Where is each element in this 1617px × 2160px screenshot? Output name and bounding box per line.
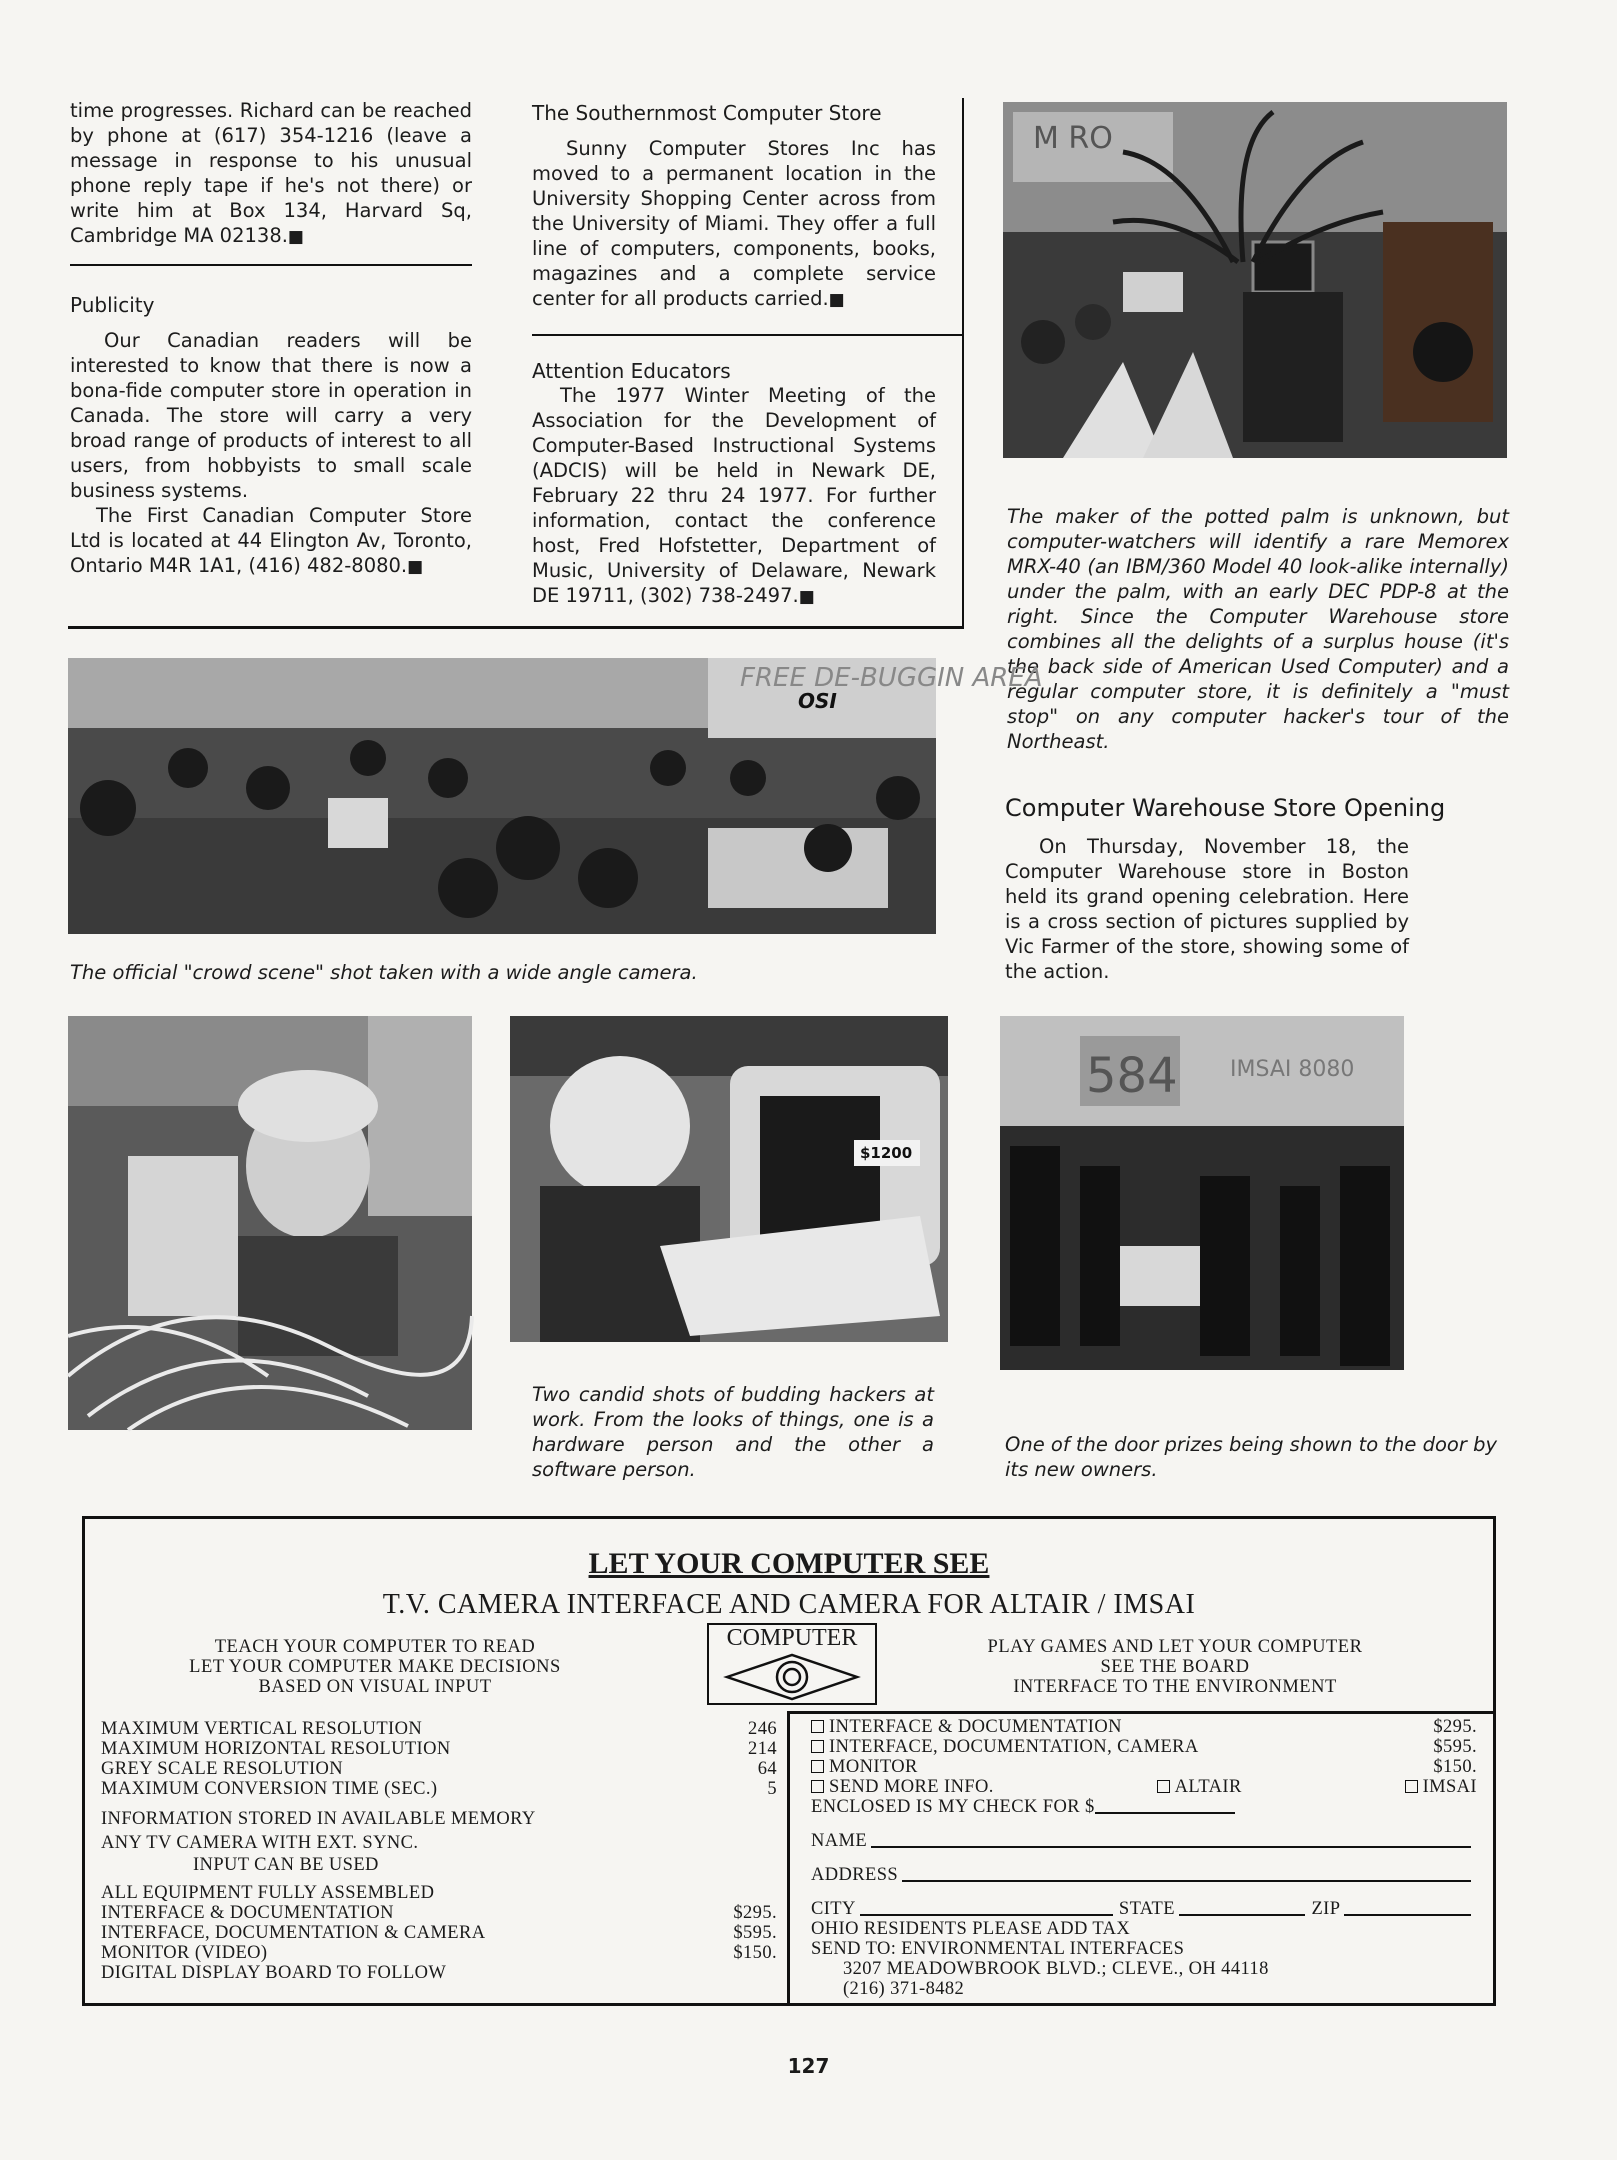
- crowd-caption: The official "crowd scene" shot taken with a wide angle camera.: [70, 961, 698, 984]
- city-field[interactable]: [860, 1899, 1113, 1916]
- girl-keyboard-photo: [510, 1016, 948, 1342]
- divider: [70, 264, 472, 266]
- store-number-text: 584: [1086, 1048, 1178, 1104]
- crowd-brand-text: OSI: [798, 689, 837, 713]
- price-tag-text: $1200: [860, 1144, 913, 1162]
- computer-eye-logo: COMPUTER: [707, 1623, 877, 1705]
- crowd-photo: [68, 658, 1043, 934]
- hackers-caption: Two candid shots of budding hackers at work. From the looks of things, one is a hardware person and the other a software person.: [532, 1383, 934, 1481]
- educators-text: The 1977 Winter Meeting of the Association for the Development of Computer-Based Instructional Systems (ADCIS) will be held in Newark DE, February 22 thru 24 1977. For further information, contact the conference host, Fred Hofstetter, Department of Music, University of Delaware, Newark DE 19711, (302) 738-2497.■: [532, 384, 936, 607]
- spec-row: GREY SCALE RESOLUTION 64: [101, 1759, 777, 1779]
- order-option[interactable]: INTERFACE & DOCUMENTATION $295.: [811, 1717, 1477, 1737]
- address-field[interactable]: [902, 1865, 1471, 1882]
- altair-option[interactable]: ALTAIR: [1157, 1777, 1242, 1797]
- store-sign-text: IMSAI 8080: [1230, 1057, 1355, 1082]
- divider: [532, 334, 964, 336]
- spec-list: [101, 1719, 777, 1799]
- order-form: [811, 1717, 1477, 1999]
- divider: [68, 626, 964, 629]
- publicity-text: Our Canadian readers will be interested to know that there is now a bona-fide computer store in operation in Canada. The store will carry a very broad range of products of interest to all users, from hobbyists to small scale business systems. The First Canadian Computer Store Ltd is located at 44 Elington Av, Toronto, Ontario M4R 1A1, (416) 482-8080.■: [70, 329, 472, 577]
- door-caption: One of the door prizes being shown to the door by its new owners.: [1005, 1433, 1497, 1481]
- warehouse-text: On Thursday, November 18, the Computer Warehouse store in Boston held its grand opening celebration. Here is a cross section of pictures supplied by Vic Farmer of the store, showing some of the action.: [1005, 835, 1409, 983]
- send-to: SEND TO: ENVIRONMENTAL INTERFACES: [811, 1939, 1185, 1959]
- memory-note: INFORMATION STORED IN AVAILABLE MEMORY: [101, 1809, 536, 1829]
- order-option[interactable]: INTERFACE, DOCUMENTATION, CAMERA $595.: [811, 1737, 1477, 1757]
- palm-caption: The maker of the potted palm is unknown, but computer-watchers will identify a rare Memorex MRX-40 (an IBM/360 Model 40 look-alike internally) under the palm, with an early DEC PDP-8 at the right. Since the Computer Warehouse store combines all the delights of a surplus house (it's the back side of American Used Computer) and a regular computer store, it is definitely a "must stop" on any computer hacker's tour of the Northeast.: [1007, 505, 1509, 753]
- camera-interface-ad: [82, 1516, 1496, 2006]
- checkbox[interactable]: [1157, 1780, 1170, 1793]
- palm-photo: [1003, 102, 1507, 458]
- city-state-zip-row: CITY STATE ZIP: [811, 1899, 1477, 1919]
- store-entrance-photo: [1000, 1016, 1404, 1370]
- ad-right-features: PLAY GAMES AND LET YOUR COMPUTER SEE THE BOARD INTERFACE TO THE ENVIRONMENT: [987, 1637, 1363, 1697]
- street-address: 3207 MEADOWBROOK BLVD.; CLEVE., OH 44118: [843, 1959, 1269, 1979]
- checkbox[interactable]: [811, 1780, 824, 1793]
- state-field[interactable]: [1179, 1899, 1306, 1916]
- spec-row: MAXIMUM CONVERSION TIME (SEC.) 5: [101, 1779, 777, 1799]
- svg-text:M RO: M RO: [1033, 121, 1113, 156]
- ad-subhead: T.V. CAMERA INTERFACE AND CAMERA FOR ALTAIR / IMSAI: [382, 1589, 1196, 1620]
- address-row: ADDRESS: [811, 1865, 1477, 1885]
- zip-field[interactable]: [1344, 1899, 1471, 1916]
- boy-cables-photo: [68, 1016, 472, 1430]
- crowd-sign-text: FREE DE-BUGGIN AREA: [740, 663, 1043, 693]
- name-row: NAME: [811, 1831, 1477, 1851]
- ad-divider: [787, 1711, 1493, 1714]
- ad-headline: LET YOUR COMPUTER SEE: [588, 1547, 990, 1580]
- educators-heading: Attention Educators: [532, 359, 731, 383]
- name-field[interactable]: [871, 1831, 1471, 1848]
- price-row: INTERFACE, DOCUMENTATION & CAMERA $595.: [101, 1923, 777, 1943]
- price-row: MONITOR (VIDEO) $150.: [101, 1943, 777, 1963]
- price-row: INTERFACE & DOCUMENTATION $295.: [101, 1903, 777, 1923]
- spec-row: MAXIMUM HORIZONTAL RESOLUTION 214: [101, 1739, 777, 1759]
- assembled-note: ALL EQUIPMENT FULLY ASSEMBLED: [101, 1883, 435, 1903]
- warehouse-heading: Computer Warehouse Store Opening: [1005, 794, 1446, 822]
- tax-note: OHIO RESIDENTS PLEASE ADD TAX: [811, 1919, 1131, 1939]
- camera-note: ANY TV CAMERA WITH EXT. SYNC.: [101, 1833, 419, 1853]
- display-note: DIGITAL DISPLAY BOARD TO FOLLOW: [101, 1963, 447, 1983]
- page-number: 127: [787, 2054, 830, 2078]
- check-amount-row: ENCLOSED IS MY CHECK FOR $: [811, 1797, 1477, 1817]
- col1-continued-text: time progresses. Richard can be reached by phone at (617) 354-1216 (leave a message in response to his unusual phone reply tape if he's not there) or write him at Box 134, Harvard Sq, Cambridge MA 02138.■: [70, 99, 472, 247]
- checkbox[interactable]: [811, 1720, 824, 1733]
- price-list: [101, 1903, 777, 1963]
- southernmost-heading: The Southernmost Computer Store: [532, 101, 882, 125]
- eye-icon: [709, 1651, 875, 1703]
- check-amount-field[interactable]: [1095, 1797, 1235, 1814]
- order-option[interactable]: MONITOR $150.: [811, 1757, 1477, 1777]
- imsai-option[interactable]: IMSAI: [1405, 1777, 1477, 1797]
- southernmost-text: Sunny Computer Stores Inc has moved to a permanent location in the University Shopping Center across from the University of Miami. They offer a full line of computers, components, books, magazines and a complete service center for all products carried.■: [532, 137, 936, 310]
- phone-number: (216) 371-8482: [843, 1979, 965, 1999]
- checkbox[interactable]: [811, 1760, 824, 1773]
- ad-left-features: TEACH YOUR COMPUTER TO READ LET YOUR COMPUTER MAKE DECISIONS BASED ON VISUAL INPUT: [189, 1637, 561, 1697]
- send-more-option[interactable]: SEND MORE INFO.: [811, 1777, 994, 1797]
- box-rule: [962, 98, 964, 628]
- ad-divider: [787, 1711, 790, 2003]
- checkbox[interactable]: [1405, 1780, 1418, 1793]
- publicity-heading: Publicity: [70, 293, 155, 317]
- more-info-row: [811, 1777, 1477, 1797]
- spec-row: MAXIMUM VERTICAL RESOLUTION 246: [101, 1719, 777, 1739]
- camera-note: INPUT CAN BE USED: [193, 1855, 379, 1875]
- checkbox[interactable]: [811, 1740, 824, 1753]
